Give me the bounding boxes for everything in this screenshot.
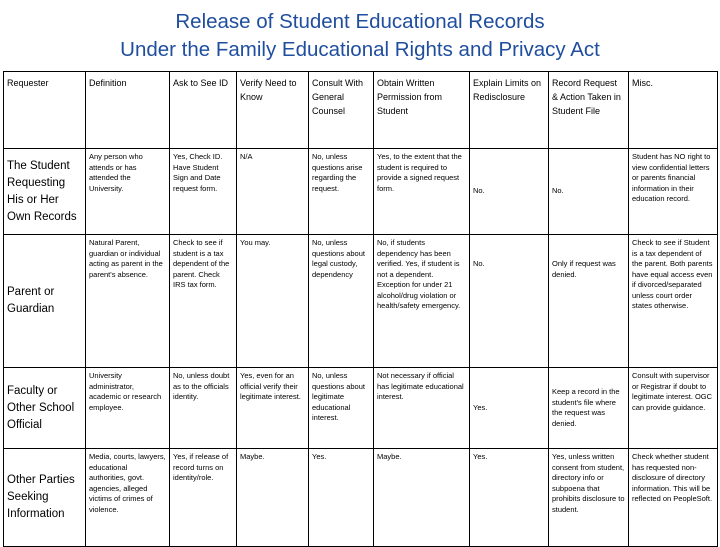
record-cell: Only if request was denied. — [549, 235, 629, 368]
definition-cell: Any person who attends or has attended the University. — [86, 149, 170, 235]
header-verify: Verify Need to Know — [237, 72, 309, 149]
verify-cell: N/A — [237, 149, 309, 235]
table-row — [4, 368, 718, 449]
requester-cell: The Student Requesting His or Her Own Records — [4, 149, 86, 235]
record-cell: Keep a record in the student's file where the request was denied. — [549, 368, 629, 449]
ask-id-cell: Yes, Check ID. Have Student Sign and Date request form. — [170, 149, 237, 235]
header-misc: Misc. — [629, 72, 718, 149]
definition-cell: Media, courts, lawyers, educational authorities, govt. agencies, alleged victims of crimes of violence. — [86, 449, 170, 547]
table-row — [4, 149, 718, 235]
obtain-cell: No, if students dependency has been verified. Yes, if student is not a dependent. Exception for under 21 alcohol/drug violation or health/safety emergency. — [374, 235, 470, 368]
table-row — [4, 449, 718, 547]
records-release-table — [3, 71, 718, 547]
record-cell: Yes, unless written consent from student, directory info or subpoena that prohibits disclosure to student. — [549, 449, 629, 547]
header-ask-id: Ask to See ID — [170, 72, 237, 149]
ask-id-cell: Check to see if student is a tax dependent of the parent. Check IRS tax form. — [170, 235, 237, 368]
header-consult: Consult With General Counsel — [309, 72, 374, 149]
misc-cell: Student has NO right to view confidential letters or parents financial information in their education record. — [629, 149, 718, 235]
verify-cell: You may. — [237, 235, 309, 368]
table-row — [4, 235, 718, 368]
obtain-cell: Not necessary if official has legitimate educational interest. — [374, 368, 470, 449]
verify-cell: Maybe. — [237, 449, 309, 547]
obtain-cell: Yes, to the extent that the student is required to provide a signed request form. — [374, 149, 470, 235]
record-cell: No. — [549, 149, 629, 235]
verify-cell: Yes, even for an official verify their legitimate interest. — [237, 368, 309, 449]
definition-cell: Natural Parent, guardian or individual acting as parent in the parent's absence. — [86, 235, 170, 368]
requester-cell: Parent or Guardian — [4, 235, 86, 368]
misc-cell: Check whether student has requested non-disclosure of directory information. This will be reflected on PeopleSoft. — [629, 449, 718, 547]
ask-id-cell: Yes, if release of record turns on identity/role. — [170, 449, 237, 547]
explain-cell: No. — [470, 235, 549, 368]
definition-cell: University administrator, academic or research employee. — [86, 368, 170, 449]
title-line-2: Under the Family Educational Rights and Privacy Act — [120, 38, 600, 61]
header-record: Record Request & Action Taken in Student File — [549, 72, 629, 149]
header-requester: Requester — [4, 72, 86, 149]
header-explain: Explain Limits on Redisclosure — [470, 72, 549, 149]
table-header-row — [4, 72, 718, 149]
ask-id-cell: No, unless doubt as to the officials identity. — [170, 368, 237, 449]
consult-cell: No, unless questions arise regarding the request. — [309, 149, 374, 235]
header-definition: Definition — [86, 72, 170, 149]
explain-cell: Yes. — [470, 449, 549, 547]
explain-cell: No. — [470, 149, 549, 235]
header-obtain: Obtain Written Permission from Student — [374, 72, 470, 149]
page-title — [0, 8, 720, 64]
consult-cell: Yes. — [309, 449, 374, 547]
misc-cell: Consult with supervisor or Registrar if doubt to legitimate interest. OGC can provide guidance. — [629, 368, 718, 449]
title-line-1: Release of Student Educational Records — [175, 10, 545, 33]
explain-cell: Yes. — [470, 368, 549, 449]
consult-cell: No, unless questions about legitimate educational interest. — [309, 368, 374, 449]
requester-cell: Faculty or Other School Official — [4, 368, 86, 449]
misc-cell: Check to see if Student is a tax dependent of the parent. Both parents have equal access even if divorced/separated unless court order states otherwise. — [629, 235, 718, 368]
consult-cell: No, unless questions about legal custody, dependency — [309, 235, 374, 368]
obtain-cell: Maybe. — [374, 449, 470, 547]
requester-cell: Other Parties Seeking Information — [4, 449, 86, 547]
